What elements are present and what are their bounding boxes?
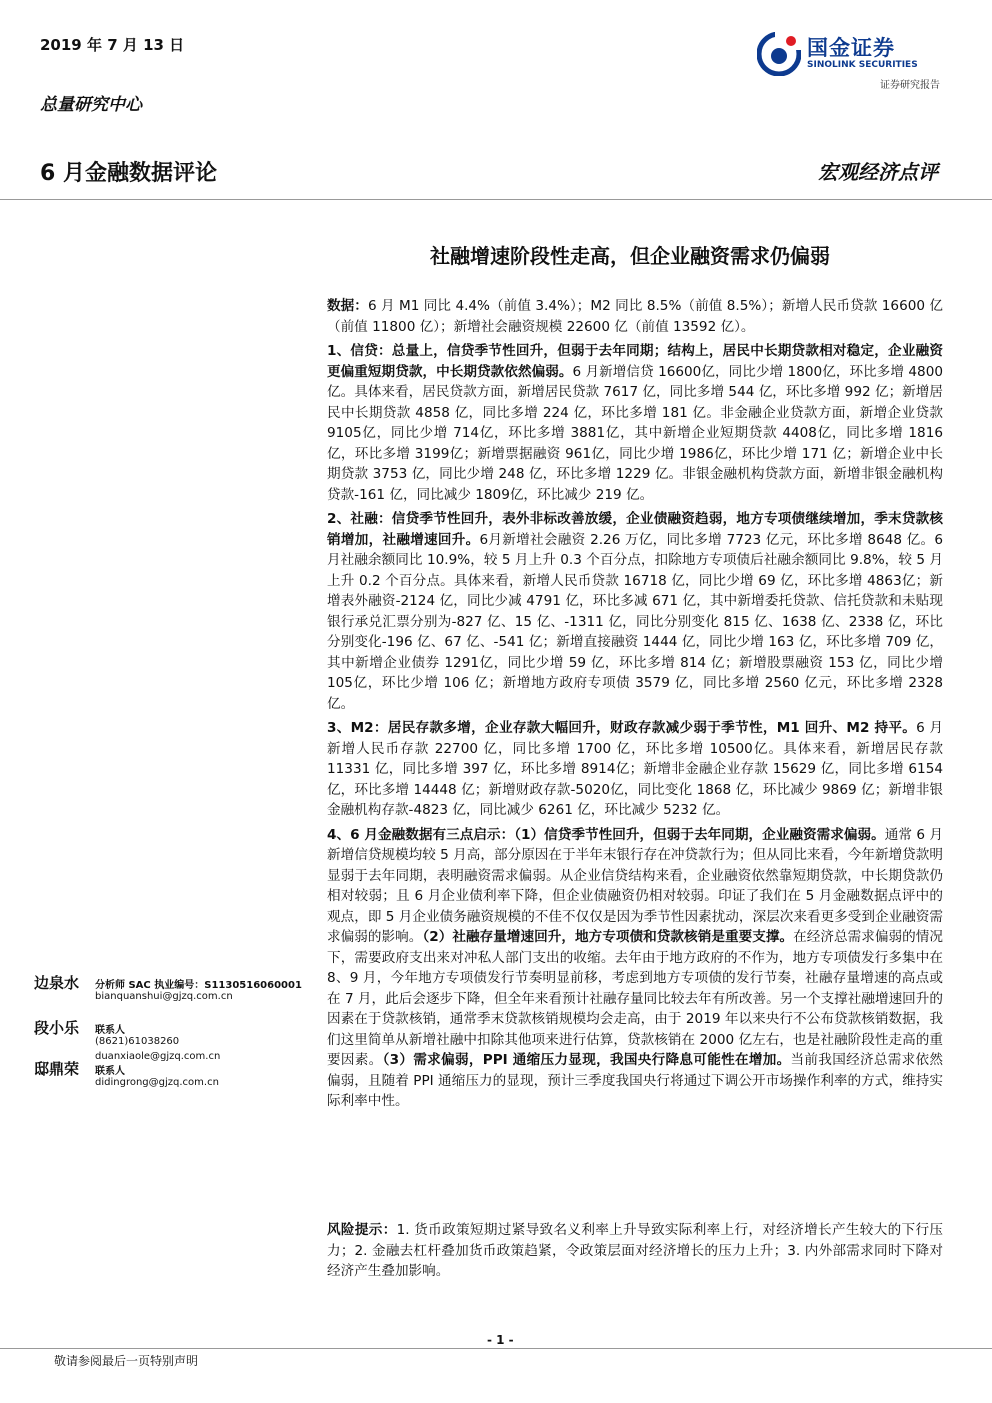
paragraph-heading: （2）社融存量增速回升，地方专项债和贷款核销是重要支撑。	[422, 929, 794, 945]
logo-name-cn: 国金证券	[807, 36, 895, 60]
department-name: 总量研究中心	[40, 95, 142, 115]
author-email[interactable]: didingrong@gjzq.com.cn	[95, 1077, 219, 1088]
paragraph-m2	[327, 718, 943, 821]
report-date: 2019 年 7 月 13 日	[40, 36, 185, 54]
page-number: - 1 -	[484, 1333, 517, 1347]
paragraph-heading: 3、M2：居民存款多增，企业存款大幅回升，财政存款减少弱于季节性，M1 回升、M2 持平。	[327, 720, 917, 736]
paragraph-text: 在经济总需求偏弱的情况下，需要政府支出来对冲私人部门支出的收缩。去年由于地方政府的不作为，地方专项债发行多集中在 8、9 月，今年地方专项债发行节奏明显前移，考虑到地方专项债的发行节奏，社融存量增速的高点或在 7 月，此后会逐步下降，但全年来看预计社融存量同比较去年有所改善。另一个支撑社融增速回升的因素在于贷款核销，通常季末贷款核销规模均会走高，由于 2019 年以来央行不公布贷款核销数据，我们这里简单从新增社融中扣除其他项来进行估算，贷款核销在 2000 亿左右，也是社融阶段性走高的重要因素。	[327, 929, 943, 1068]
author-entry	[34, 972, 314, 1017]
paragraph-text: 6 月新增信贷 16600亿，同比少增 1800亿，环比多增 4800亿。具体来看，居民贷款方面，新增居民贷款 7617 亿，同比多增 544 亿，环比多增 992 亿；新增居民中长期贷款 4858 亿，同比多增 224 亿，环比多增 181 亿。非金融企业贷款方面，新增企业贷款 9105亿，同比少增 714亿，环比多增 3881亿，其中新增企业短期贷款 4408亿，同比多增 1816亿，环比多增 3199亿；新增票据融资 961亿，同比少增 1986亿，环比少增 171 亿；新增企业中长期贷款 3753 亿，同比少增 248 亿，环比多增 1229 亿。非银金融机构贷款方面，新增非银金融机构贷款-161 亿，同比减少 1809亿，环比减少 219 亿。	[327, 363, 943, 503]
paragraph-text: 6 月新增人民币存款 22700 亿，同比多增 1700 亿，环比多增 10500亿。具体来看，新增居民存款 11331 亿，同比多增 397 亿，环比多增 8914亿；新增非金融企业存款 15629 亿，同比多增 6154 亿，环比多增 14448 亿；新增财政存款-5020亿，同比变化 1868 亿，环比减少 9869 亿；新增非银金融机构存款-4823 亿，同比减少 6261 亿，环比减少 5232 亿。	[327, 720, 943, 818]
logo-name-en: SINOLINK SECURITIES	[807, 60, 918, 70]
paragraph-text: 6 月 M1 同比 4.4%（前值 3.4%）；M2 同比 8.5%（前值 8.5%）；新增人民币贷款 16600 亿（前值 11800 亿）；新增社会融资规模 22600 亿（前值 13592 亿）。	[327, 298, 943, 335]
paragraph-text: 6月新增社会融资 2.26 万亿，同比多增 7723 亿元，环比多增 8648 亿。6 月社融余额同比 10.9%，较 5 月上升 0.3 个百分点，扣除地方专项债后社融余额同比 9.8%，较 5 月上升 0.2 个百分点。具体来看，新增人民币贷款 16718 亿，同比少增 69 亿，环比多增 4863亿；新增表外融资-2124 亿，同比少减 4791 亿，环比多减 671 亿，其中新增委托贷款、信托贷款和未贴现银行承兑汇票分别为-827 亿、15 亿、-1311 亿，同比分别变化 815 亿、1638 亿、2338 亿，环比分别变化-196 亿、67 亿、-541 亿；新增直接融资 1444 亿，同比少增 163 亿，环比多增 709 亿，其中新增企业债券 1291亿，同比少增 59 亿，环比多增 814 亿；新增股票融资 153 亿，同比少增 105亿，环比少增 106 亿；新增地方政府专项债 3579 亿，同比多增 2560 亿元，环比多增 2328 亿。	[327, 531, 943, 712]
sinolink-logo-icon	[757, 32, 801, 76]
risk-warning	[327, 1220, 943, 1282]
paragraph-heading: （3）需求偏弱，PPI 通缩压力显现，我国央行降息可能性在增加。	[382, 1052, 791, 1068]
header-divider	[0, 199, 992, 200]
paragraph-text: 通常 6 月新增信贷规模均较 5 月高，部分原因在于半年末银行存在冲贷款行为；但从同比来看，今年新增贷款明显弱于去年同期，表明融资需求偏弱。从企业信贷结构来看，企业融资依然靠短期贷款，中长期贷款仍相对较弱；且 6 月企业债利率下降，但企业债融资仍相对较弱。印证了我们在 5 月金融数据点评中的观点，即 5 月企业债务融资规模的不佳不仅仅是因为季节性因素扰动，深层次来看更多受到企业融资需求偏弱的影响。	[327, 826, 943, 945]
footer-disclaimer: 敬请参阅最后一页特别声明	[54, 1354, 199, 1368]
author-email[interactable]: duanxiaole@gjzq.com.cn	[95, 1051, 221, 1062]
headline: 社融增速阶段性走高，但企业融资需求仍偏弱	[430, 244, 830, 268]
paragraph-heading: 2、社融：信贷季节性回升，表外非标改善放缓，企业债融资趋弱，地方专项债继续增加，季末贷款核销增加，社融增速回升。	[327, 511, 943, 548]
risk-label: 风险提示：	[327, 1222, 397, 1238]
paragraph-credit	[327, 341, 943, 505]
author-entry	[34, 1017, 314, 1062]
author-entry	[34, 1058, 314, 1103]
paragraph-implications	[327, 825, 943, 1112]
paragraph-heading: 4、6 月金融数据有三点启示：（1）信贷季节性回升，但弱于去年同期，企业融资需求偏弱。	[327, 826, 885, 843]
author-name: 段小乐	[34, 1019, 80, 1037]
author-name: 邸鼎荣	[34, 1060, 80, 1078]
author-role: 联系人	[95, 1025, 125, 1036]
paragraph-data	[327, 296, 943, 337]
risk-text: 1. 货币政策短期过紧导致名义利率上升导致实际利率上行，对经济增长产生较大的下行压力；2. 金融去杠杆叠加货币政策趋紧，令政策层面对经济增长的压力上升；3. 内外部需求同时下降对经济产生叠加影响。	[327, 1222, 943, 1279]
footer-divider	[0, 1348, 992, 1349]
company-logo	[757, 30, 947, 92]
paragraph-social-financing	[327, 509, 943, 714]
report-body	[327, 296, 943, 1116]
author-email[interactable]: bianquanshui@gjzq.com.cn	[95, 991, 233, 1002]
report-category: 宏观经济点评	[818, 160, 938, 184]
author-phone: (8621)61038260	[95, 1036, 180, 1047]
paragraph-label: 数据：	[327, 298, 368, 314]
report-title: 6 月金融数据评论	[40, 161, 217, 186]
author-name: 边泉水	[34, 974, 80, 992]
paragraph-text: 当前我国经济总需求依然偏弱，且随着 PPI 通缩压力的显现，预计三季度我国央行将通过下调公开市场操作利率的方式，维持实际利率中性。	[327, 1052, 944, 1109]
author-list	[34, 972, 314, 1103]
paragraph-heading: 1、信贷：总量上，信贷季节性回升，但弱于去年同期；结构上，居民中长期贷款相对稳定，企业融资更偏重短期贷款，中长期贷款依然偏弱。	[327, 343, 943, 380]
author-role: 分析师 SAC 执业编号：S1130516060001	[95, 980, 302, 991]
logo-subtitle: 证券研究报告	[880, 80, 940, 91]
author-role: 联系人	[95, 1066, 125, 1077]
